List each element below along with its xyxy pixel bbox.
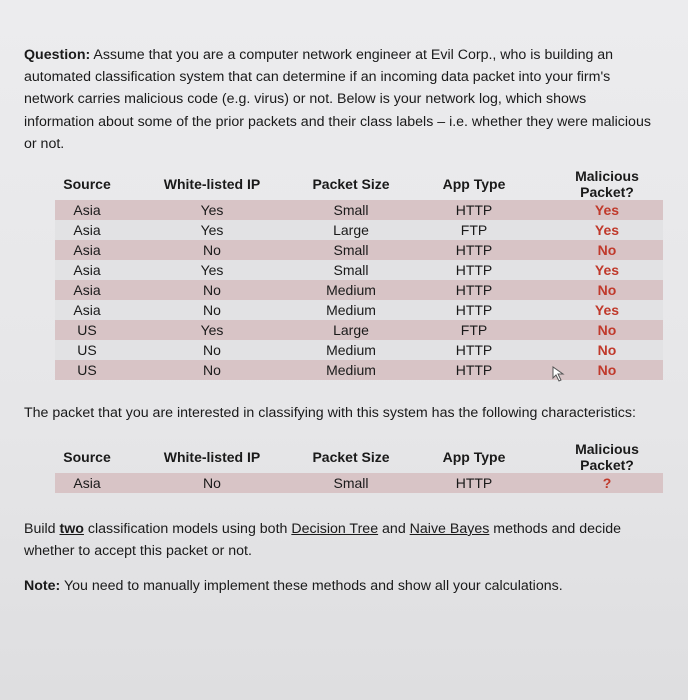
- question-label: Question:: [24, 47, 91, 63]
- cell-app-type: FTP: [397, 220, 551, 240]
- cell-whitelisted-ip: Yes: [119, 260, 305, 280]
- cell-app-type: HTTP: [397, 280, 551, 300]
- cell-app-type: FTP: [397, 320, 551, 340]
- cell-whitelisted-ip: Yes: [119, 200, 305, 220]
- query-row: [55, 473, 663, 493]
- cell-whitelisted-ip: No: [119, 360, 305, 380]
- query-header-whitelisted-ip: White-listed IP: [163, 449, 261, 465]
- cell-packet-size: Small: [305, 200, 397, 220]
- cell-app-type: HTTP: [397, 340, 551, 360]
- cell-whitelisted-ip: No: [119, 340, 305, 360]
- table-header-row: [55, 168, 663, 200]
- header-source: Source: [63, 176, 111, 192]
- table-row: [55, 300, 663, 320]
- cell-whitelisted-ip: No: [119, 280, 305, 300]
- table-row: [55, 280, 663, 300]
- build-instruction: [24, 518, 664, 562]
- cell-packet-size: Small: [305, 240, 397, 260]
- cell-app-type: HTTP: [397, 240, 551, 260]
- cell-packet-size: Large: [305, 220, 397, 240]
- network-log-table: [55, 168, 663, 380]
- table-row: [55, 260, 663, 280]
- query-intro: The packet that you are interested in classifying with this system has the following characteristics:: [24, 405, 636, 421]
- cell-app-type: HTTP: [397, 300, 551, 320]
- note-label: Note:: [24, 578, 61, 594]
- cell-malicious: No: [551, 340, 663, 360]
- cell-source: Asia: [55, 220, 119, 240]
- query-app-type: HTTP: [397, 473, 551, 493]
- cell-source: Asia: [55, 200, 119, 220]
- build-decision-tree: Decision Tree: [291, 521, 379, 537]
- cell-malicious: Yes: [551, 260, 663, 280]
- query-header-packet-size: Packet Size: [312, 449, 390, 465]
- cell-source: US: [55, 360, 119, 380]
- cell-malicious: No: [551, 320, 663, 340]
- note-text: You need to manually implement these methods and show all your calculations.: [60, 578, 563, 594]
- cell-malicious: No: [551, 360, 663, 380]
- query-table: [55, 441, 663, 493]
- table-row: [55, 240, 663, 260]
- table-row: [55, 360, 663, 380]
- query-header-row: [55, 441, 663, 473]
- question-paragraph: [24, 44, 654, 155]
- cell-packet-size: Medium: [305, 340, 397, 360]
- cell-packet-size: Large: [305, 320, 397, 340]
- cell-whitelisted-ip: Yes: [119, 220, 305, 240]
- cell-malicious: Yes: [551, 200, 663, 220]
- cell-source: Asia: [55, 260, 119, 280]
- build-text-3: and: [378, 521, 410, 537]
- cell-packet-size: Small: [305, 260, 397, 280]
- cell-source: Asia: [55, 300, 119, 320]
- cell-source: US: [55, 340, 119, 360]
- cell-app-type: HTTP: [397, 200, 551, 220]
- cell-source: Asia: [55, 280, 119, 300]
- question-text: Assume that you are a computer network engineer at Evil Corp., who is building an automated classification system that can determine if an incoming data packet into your firm's network carries malicious code (e.g. virus) or not. Below is your network log, which shows information about some of the prior packets and their class labels – i.e. whether they were malicious or not.: [24, 47, 651, 152]
- query-packet-size: Small: [305, 473, 397, 493]
- build-text-4: methods and decide whether to accept this packet or not.: [24, 521, 622, 559]
- header-app-type: App Type: [442, 176, 506, 192]
- header-malicious: Malicious Packet?: [575, 168, 639, 200]
- cell-whitelisted-ip: No: [119, 300, 305, 320]
- table-row: [55, 200, 663, 220]
- cell-malicious: Yes: [551, 220, 663, 240]
- cell-malicious: No: [551, 240, 663, 260]
- cell-packet-size: Medium: [305, 280, 397, 300]
- cell-app-type: HTTP: [397, 260, 551, 280]
- cell-whitelisted-ip: No: [119, 240, 305, 260]
- query-source: Asia: [55, 473, 119, 493]
- cell-app-type: HTTP: [397, 360, 551, 380]
- table-row: [55, 320, 663, 340]
- query-header-source: Source: [63, 449, 111, 465]
- table-row: [55, 220, 663, 240]
- build-naive-bayes: Naive Bayes: [409, 521, 490, 537]
- header-whitelisted-ip: White-listed IP: [163, 176, 261, 192]
- query-header-app-type: App Type: [442, 449, 506, 465]
- cell-packet-size: Medium: [305, 300, 397, 320]
- query-whitelisted-ip: No: [119, 473, 305, 493]
- note-paragraph: [24, 578, 664, 594]
- cell-packet-size: Medium: [305, 360, 397, 380]
- cell-malicious: Yes: [551, 300, 663, 320]
- table-row: [55, 340, 663, 360]
- query-malicious: ?: [551, 473, 663, 493]
- build-two: two: [59, 521, 84, 537]
- cell-whitelisted-ip: Yes: [119, 320, 305, 340]
- cell-source: Asia: [55, 240, 119, 260]
- header-packet-size: Packet Size: [312, 176, 390, 192]
- query-header-malicious: Malicious Packet?: [575, 441, 639, 473]
- build-text-1: Build: [24, 521, 60, 537]
- cell-malicious: No: [551, 280, 663, 300]
- mouse-cursor-icon: [552, 366, 566, 382]
- cell-source: US: [55, 320, 119, 340]
- build-text-2: classification models using both: [83, 521, 292, 537]
